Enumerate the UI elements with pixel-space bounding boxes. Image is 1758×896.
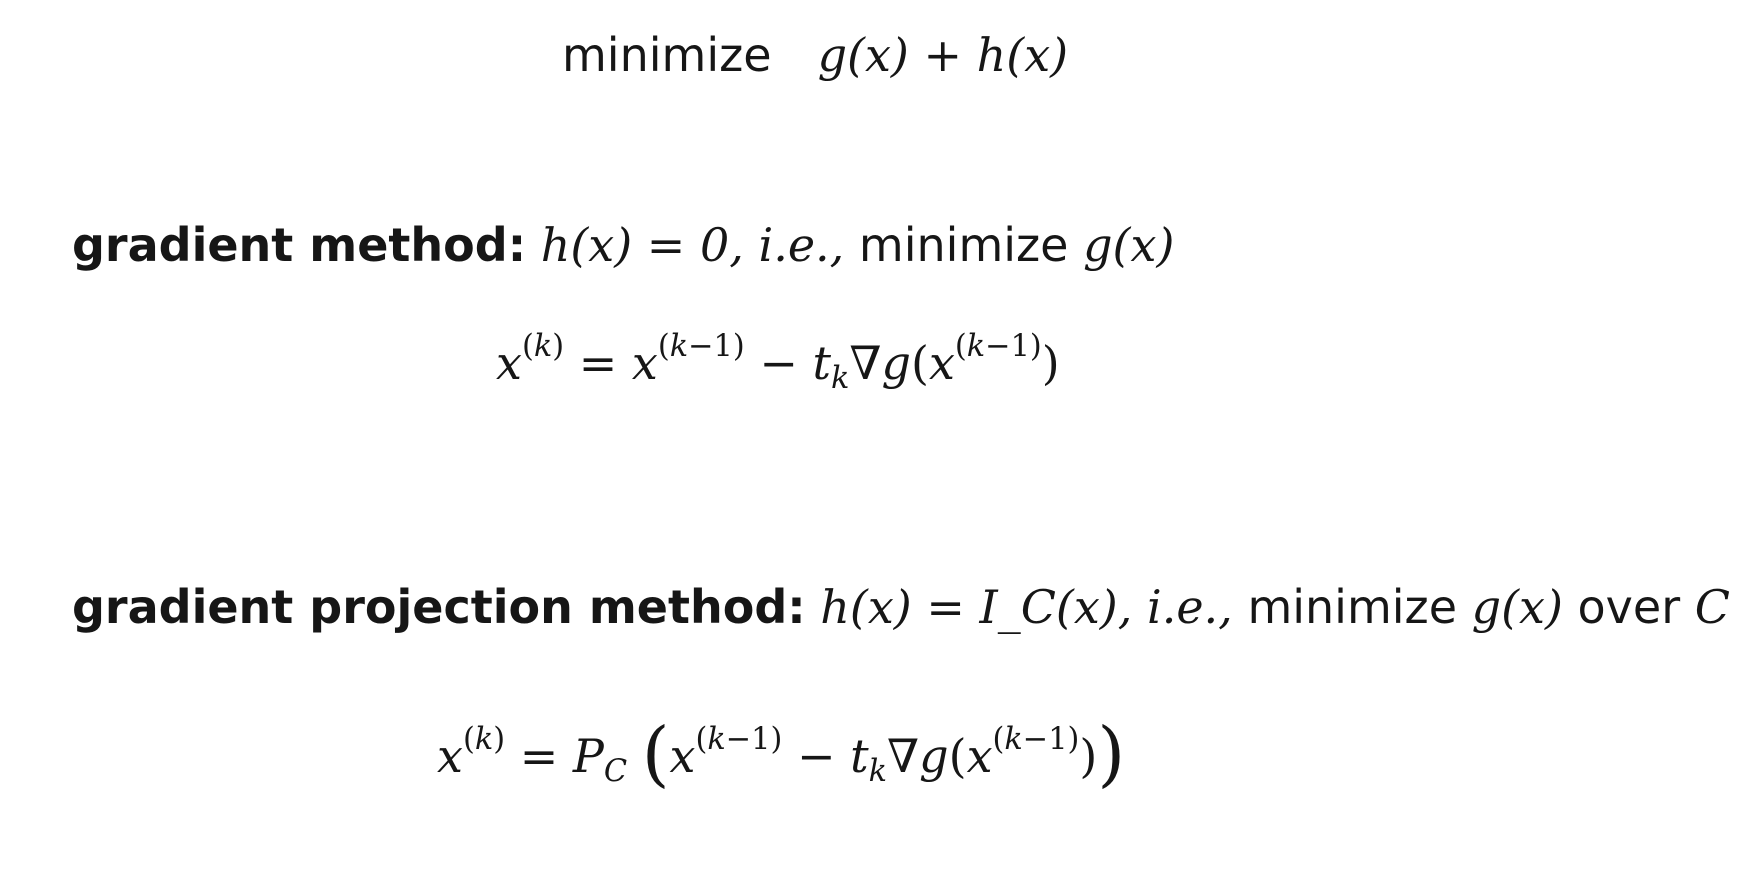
projection-method-over: over: [1577, 580, 1681, 634]
projection-method-line: [72, 580, 1730, 634]
projection-method-label: gradient projection method:: [72, 580, 806, 634]
gradient-update-formula: $x^{(k)} = x^{(k-1)} - t_k\nabla g(x^{(k-1)})$: [496, 329, 1060, 396]
problem-keyword: minimize: [562, 28, 772, 82]
gradient-method-target: g(x): [1083, 218, 1175, 272]
projection-method-set: C: [1694, 580, 1730, 634]
projection-method-text: minimize: [1247, 580, 1457, 634]
gradient-method-text: minimize: [858, 218, 1069, 272]
gradient-method-line: [72, 218, 1175, 272]
formula-source-texts: [0, 0, 1, 1]
projection-method-ie: i.e.,: [1147, 580, 1233, 634]
projection-update-formula: $x^{(k)} = P_C$ $(x^{(k-1)} - t_k\nabla g(x^{(k-1)}))$: [437, 711, 1126, 795]
projection-method-condition: h(x) = I_C(x),: [820, 580, 1133, 634]
problem-objective: g(x) + h(x): [817, 28, 1069, 82]
gradient-method-label: gradient method:: [72, 218, 527, 272]
gradient-update-source: [0, 0, 1, 1]
gradient-method-ie: i.e.,: [758, 218, 845, 272]
problem-statement: [562, 28, 1069, 82]
gradient-method-condition: h(x) = 0,: [540, 218, 744, 272]
projection-method-target: g(x): [1471, 580, 1563, 634]
